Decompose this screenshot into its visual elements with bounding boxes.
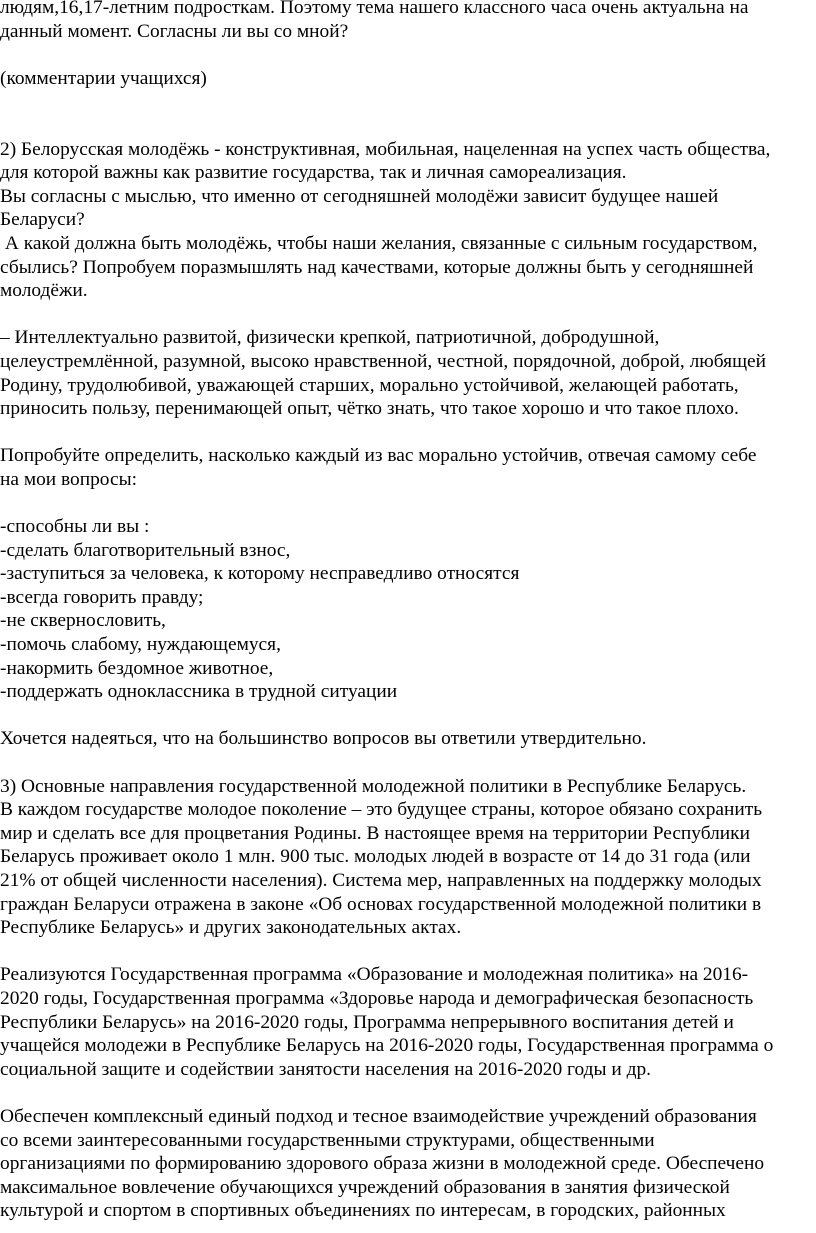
text-line: данный момент. Согласны ли вы со мной?	[0, 20, 349, 42]
text-line: 2020 годы, Государственная программа «Здоровье народа и демографическая безопасность	[0, 987, 754, 1009]
text-line: 3) Основные направления государственной молодежной политики в Республике Беларусь.	[0, 775, 747, 797]
text-line: Вы согласны с мыслью, что именно от сегодняшней молодёжи зависит будущее нашей	[0, 185, 719, 207]
text-line: 2) Белорусская молодёжь - конструктивная, мобильная, нацеленная на успех часть общества,	[0, 138, 771, 160]
text-line: Беларусь проживает около 1 млн. 900 тыс. молодых людей в возрасте от 14 до 31 года (или	[0, 846, 751, 868]
list-item: -способны ли вы :	[0, 516, 150, 538]
text-line: 21% от общей численности населения). Система мер, направленных на поддержку молодых	[0, 869, 762, 891]
question-list	[0, 515, 816, 704]
list-item: -помочь слабому, нуждающемуся,	[0, 634, 281, 656]
paragraph-student-comments	[0, 67, 816, 91]
paragraph-qualities	[0, 326, 816, 420]
text-line: социальной защите и содействии занятости населения на 2016-2020 годы и др.	[0, 1058, 651, 1080]
text-line: для которой важны как развитие государства, так и личная самореализация.	[0, 162, 627, 184]
paragraph-hope	[0, 727, 816, 751]
text-line: максимальное вовлечение обучающихся учреждений образования в занятия физической	[0, 1176, 730, 1198]
paragraph-intro	[0, 0, 816, 43]
paragraph-section-2	[0, 138, 816, 303]
list-item: -сделать благотворительный взнос,	[0, 539, 291, 561]
text-line: со всеми заинтересованными государственными структурами, общественными	[0, 1129, 655, 1151]
text-line: А какой должна быть молодёжь, чтобы наши желания, связанные с сильным государством,	[0, 232, 758, 254]
text-line: сбылись? Попробуем поразмышлять над качествами, которые должны быть у сегодняшней	[0, 256, 754, 278]
text-line: целеустремлённой, разумной, высоко нравственной, честной, порядочной, доброй, любящей	[0, 350, 766, 372]
text-line: учащейся молодежи в Республике Беларусь на 2016-2020 годы, Государственная программа о	[0, 1035, 774, 1057]
list-item: -накормить бездомное животное,	[0, 657, 274, 679]
text-line: Республике Беларусь» и других законодательных актах.	[0, 917, 462, 939]
text-line: культурой и спортом в спортивных объединениях по интересам, в городских, районных	[0, 1200, 726, 1222]
text-line: молодёжи.	[0, 280, 88, 302]
text-line: Беларуси?	[0, 209, 85, 231]
list-item: -заступиться за человека, к которому несправедливо относятся	[0, 563, 520, 585]
text-line: людям,16,17-летним подросткам. Поэтому тема нашего классного часа очень актуальна на	[0, 0, 749, 18]
paragraph-section-3	[0, 775, 816, 940]
list-item: -поддержать одноклассника в трудной ситуации	[0, 681, 398, 703]
text-line: граждан Беларуси отражена в законе «Об основах государственной молодежной политики в	[0, 893, 762, 915]
text-line: (комментарии учащихся)	[0, 67, 207, 89]
text-line: мир и сделать все для процветания Родины. В настоящее время на территории Республики	[0, 822, 750, 844]
text-line: Обеспечен комплексный единый подход и тесное взаимодействие учреждений образования	[0, 1105, 757, 1127]
list-item: -не сквернословить,	[0, 610, 166, 632]
text-line: Родину, трудолюбивой, уважающей старших, морально устойчивой, желающей работать,	[0, 374, 739, 396]
text-line: приносить пользу, перенимающей опыт, чётко знать, что такое хорошо и что такое плохо.	[0, 398, 739, 420]
paragraph-approach	[0, 1105, 816, 1223]
paragraph-self-check	[0, 444, 816, 491]
text-line: организациями по формированию здорового образа жизни в молодежной среде. Обеспечено	[0, 1153, 765, 1175]
list-item: -всегда говорить правду;	[0, 586, 204, 608]
text-line: – Интеллектуально развитой, физически крепкой, патриотичной, добродушной,	[0, 327, 660, 349]
paragraph-programs	[0, 963, 816, 1081]
text-line: Хочется надеяться, что на большинство вопросов вы ответили утвердительно.	[0, 728, 647, 750]
text-line: Республики Беларусь» на 2016-2020 годы, Программа непрерывного воспитания детей и	[0, 1011, 734, 1033]
text-line: на мои вопросы:	[0, 468, 138, 490]
text-line: В каждом государстве молодое поколение – это будущее страны, которое обязано сохранить	[0, 799, 763, 821]
text-line: Попробуйте определить, насколько каждый из вас морально устойчив, отвечая самому себе	[0, 445, 757, 467]
text-line: Реализуются Государственная программа «Образование и молодежная политика» на 2016-	[0, 964, 749, 986]
